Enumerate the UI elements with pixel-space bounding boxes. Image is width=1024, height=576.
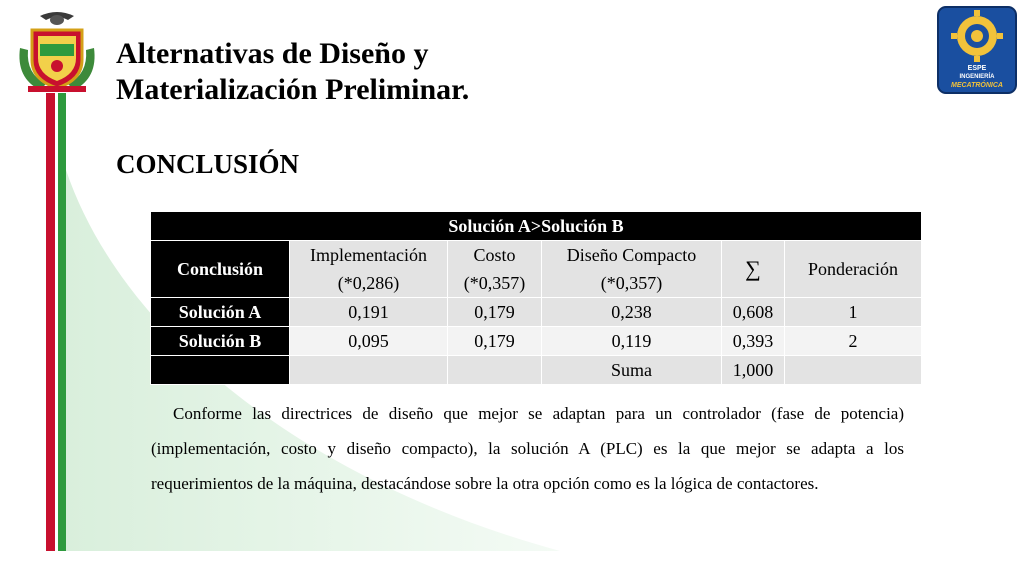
cell-ponderacion: 1	[785, 298, 922, 327]
cell-sum: 0,393	[722, 327, 785, 356]
table-row	[151, 327, 922, 356]
header-diseno-compacto: Diseño Compacto (*0,357)	[542, 241, 722, 298]
conclusion-paragraph: Conforme las directrices de diseño que mejor se adaptan para un controlador (fase de potencia) (implementación, costo y diseño compacto), la solución A (PLC) es la que mejor se adapta a los requerimientos de la máquina, destacándose sobre la otra opción como es la lógica de contactores.	[151, 404, 904, 493]
cell-costo: 0,179	[448, 298, 542, 327]
cell-implementacion: 0,191	[290, 298, 448, 327]
red-stripe	[46, 93, 55, 551]
sum-value: 1,000	[722, 356, 785, 385]
sum-empty-cell	[785, 356, 922, 385]
cell-diseno-compacto: 0,238	[542, 298, 722, 327]
page-title	[116, 36, 469, 108]
sum-empty-cell	[448, 356, 542, 385]
logo-text-mecatronica: MECATRÓNICA	[951, 82, 1003, 89]
espe-mecatronica-logo	[937, 6, 1017, 94]
green-stripe	[58, 93, 66, 551]
logo-text-espe: ESPE	[967, 65, 987, 72]
table-row	[151, 298, 922, 327]
header-conclusion: Conclusión	[151, 241, 290, 298]
sum-row-label-empty	[151, 356, 290, 385]
table-sum-row	[151, 356, 922, 385]
table-header-row	[151, 241, 922, 298]
logo-text-ingenieria: INGENIERÍA	[959, 74, 995, 80]
comparison-table	[150, 211, 922, 385]
cell-sum: 0,608	[722, 298, 785, 327]
table-caption: Solución A>Solución B	[151, 212, 922, 241]
section-heading: CONCLUSIÓN	[116, 149, 300, 179]
cell-implementacion: 0,095	[290, 327, 448, 356]
header-ponderacion: Ponderación	[785, 241, 922, 298]
coat-of-arms-logo	[10, 8, 104, 94]
cell-costo: 0,179	[448, 327, 542, 356]
header-sum-symbol: ∑	[722, 241, 785, 298]
title-line-2: Materialización Preliminar.	[116, 73, 470, 106]
title-line-1: Alternativas de Diseño y	[116, 37, 429, 70]
cell-diseno-compacto: 0,119	[542, 327, 722, 356]
header-implementacion: Implementación (*0,286)	[290, 241, 448, 298]
row-label: Solución A	[151, 298, 290, 327]
header-costo: Costo (*0,357)	[448, 241, 542, 298]
cell-ponderacion: 2	[785, 327, 922, 356]
sum-label: Suma	[542, 356, 722, 385]
row-label: Solución B	[151, 327, 290, 356]
sum-empty-cell	[290, 356, 448, 385]
